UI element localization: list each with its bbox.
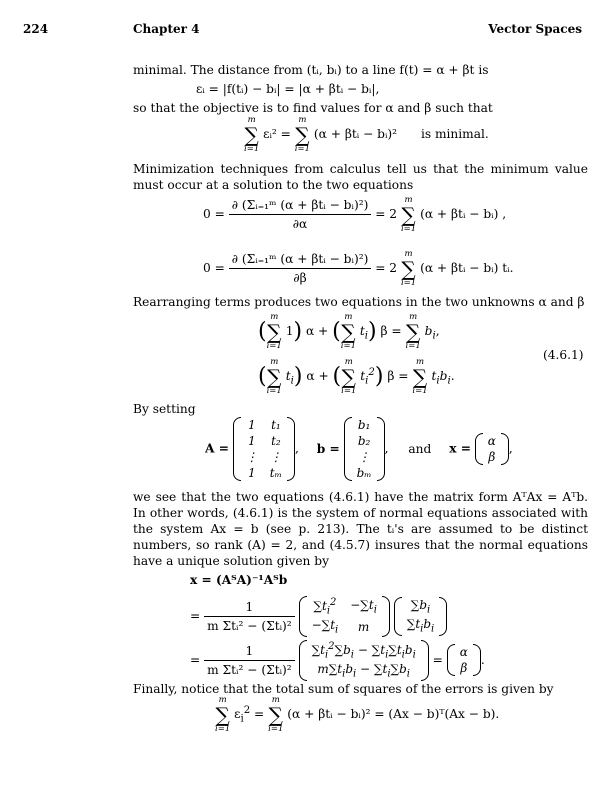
- equation-sum-squares: m ∑ i=1 $\varepsilon_i^2$ = m ∑ i=1 (α + βtᵢ − bᵢ)² = (Ax − b)ᵀ(Ax − b).: [215, 695, 500, 734]
- equation-error: εᵢ = |f(tᵢ) − bᵢ| = |α + βtᵢ − bᵢ|,: [196, 82, 380, 96]
- equation-partial-beta: 0 = $\frac{\text{∂ (Σᵢ₌₁ᵐ (α + βtᵢ − bᵢ)²)}}{\partial\beta}$ = 2 m ∑ i=1 (α + βtᵢ − bᵢ) tᵢ.: [203, 249, 514, 288]
- solution-step-3: = $\frac{1}{\text{m Σtᵢ² − (Σtᵢ)²}}$ $\sum t_i^2\sum b_i - \sum t_i\sum t_ib_i$ $m\sum t_ib_i - \sum t_i\sum b_i$ = α β .: [190, 641, 485, 680]
- equation-objective: [244, 116, 489, 153]
- chapter-title: Chapter 4: [133, 22, 200, 36]
- fraction-denominator: ∂α: [292, 217, 308, 231]
- paragraph-5: By setting: [133, 402, 196, 416]
- matrix-A-label: A =: [205, 441, 229, 456]
- eqlast-rhs: (α + βtᵢ − bᵢ)² = (Ax − b)ᵀ(Ax − b).: [287, 707, 500, 721]
- eq4-rhs: (α + βtᵢ − bᵢ) tᵢ.: [420, 261, 514, 275]
- eq2-lhs: εᵢ² =: [263, 127, 291, 141]
- solution-vector: $\sum t_i^2\sum b_i - \sum t_i\sum t_ib_i$ $m\sum t_ib_i - \sum t_i\sum b_i$: [299, 640, 429, 681]
- fraction-numerator: ∂ (Σᵢ₌₁ᵐ (α + βtᵢ − bᵢ)²): [229, 252, 372, 269]
- vector-x: α β: [475, 433, 509, 465]
- eq2-tail: is minimal.: [420, 127, 489, 141]
- equation-partial-alpha: 0 = $\frac{\text{∂ (Σᵢ₌₁ᵐ (α + βtᵢ − bᵢ)²)}}{\partial\alpha}$ = 2 m ∑ i=1 (α + βtᵢ − bᵢ) ,: [203, 195, 507, 234]
- fraction-denominator: ∂β: [293, 271, 307, 285]
- sum-symbol: m ∑ i=1: [244, 115, 260, 154]
- sum-symbol: m ∑ i=1: [294, 115, 310, 154]
- and-label: and: [408, 441, 432, 456]
- matrix-inverse: $\sum t_i^2$ $-\sum t_i$ $-\sum t_i$ m: [299, 596, 390, 637]
- fraction-denominator: m Σtᵢ² − (Σtᵢ)²: [207, 662, 292, 677]
- page-number: 224: [23, 22, 49, 36]
- matrix-definitions: A = 1 t₁ 1 t₂ ⋮ ⋮ 1 tₘ , b = b₁ b₂ ⋮ bₘ , and x = α β ,: [205, 418, 513, 480]
- fraction-numerator: ∂ (Σᵢ₌₁ᵐ (α + βtᵢ − bᵢ)²): [229, 198, 372, 215]
- eq3-rhs: (α + βtᵢ − bᵢ) ,: [420, 207, 507, 221]
- equation-number: (4.6.1): [543, 348, 584, 362]
- unknowns-vector: α β: [447, 644, 481, 676]
- vector-b: b₁ b₂ ⋮ bₘ: [344, 417, 385, 481]
- paragraph-1: minimal. The distance from (tᵢ, bᵢ) to a line f(t) = α + βt is: [133, 63, 489, 77]
- solution-step-2: = $\frac{1}{\text{m Σtᵢ² − (Σtᵢ)²}}$ $\sum t_i^2$ $-\sum t_i$ $-\sum t_i$ m $\sum b_i$ $\sum t_ib_i$: [190, 596, 447, 637]
- paragraph-2: so that the objective is to find values for α and β such that: [133, 101, 493, 115]
- vector-x-label: x =: [449, 441, 471, 456]
- sum-symbol: m ∑ i=1: [400, 195, 417, 234]
- paragraph-7: Finally, notice that the total sum of squares of the errors is given by: [133, 682, 554, 696]
- solution-formula: x = (AᵀA)⁻¹Aᵀb: [190, 573, 288, 587]
- matrix-A: 1 t₁ 1 t₂ ⋮ ⋮ 1 tₘ: [233, 417, 295, 481]
- paragraph-3: Minimization techniques from calculus tell us that the minimum value must occur at a solution to the two equations: [133, 162, 588, 192]
- normal-equation-2: ( m ∑ i=1 $t_i$) α + ( m ∑ i=1 $t_i^2$) β = m ∑ i=1 $t_ib_i$.: [258, 357, 455, 396]
- sum-symbol: m ∑ i=1: [400, 249, 417, 288]
- normal-equation-1: ( m ∑ i=1 1) α + ( m ∑ i=1 $t_i$) β = m ∑ i=1 $b_i$,: [258, 312, 440, 351]
- section-title: Vector Spaces: [488, 22, 582, 36]
- vector-b-label: b =: [316, 441, 340, 456]
- paragraph-4: Rearranging terms produces two equations in the two unknowns α and β: [133, 295, 585, 309]
- eq2-rhs: (α + βtᵢ − bᵢ)²: [313, 127, 398, 141]
- paragraph-6: we see that the two equations (4.6.1) have the matrix form AᵀAx = Aᵀb. In other words, (4.6.1) is the system of normal equations associated with the system Ax = b (see p. 213). The tᵢ's are assumed to be distinct numbers, so rank (A) = 2, and (4.5.7) insures that the normal equations have a unique solution given by: [133, 490, 588, 568]
- vector-rhs: $\sum b_i$ $\sum t_ib_i$: [394, 597, 447, 636]
- fraction: [229, 198, 372, 231]
- fraction: [229, 252, 372, 285]
- running-header: [0, 22, 610, 38]
- fraction-denominator: m Σtᵢ² − (Σtᵢ)²: [207, 618, 292, 633]
